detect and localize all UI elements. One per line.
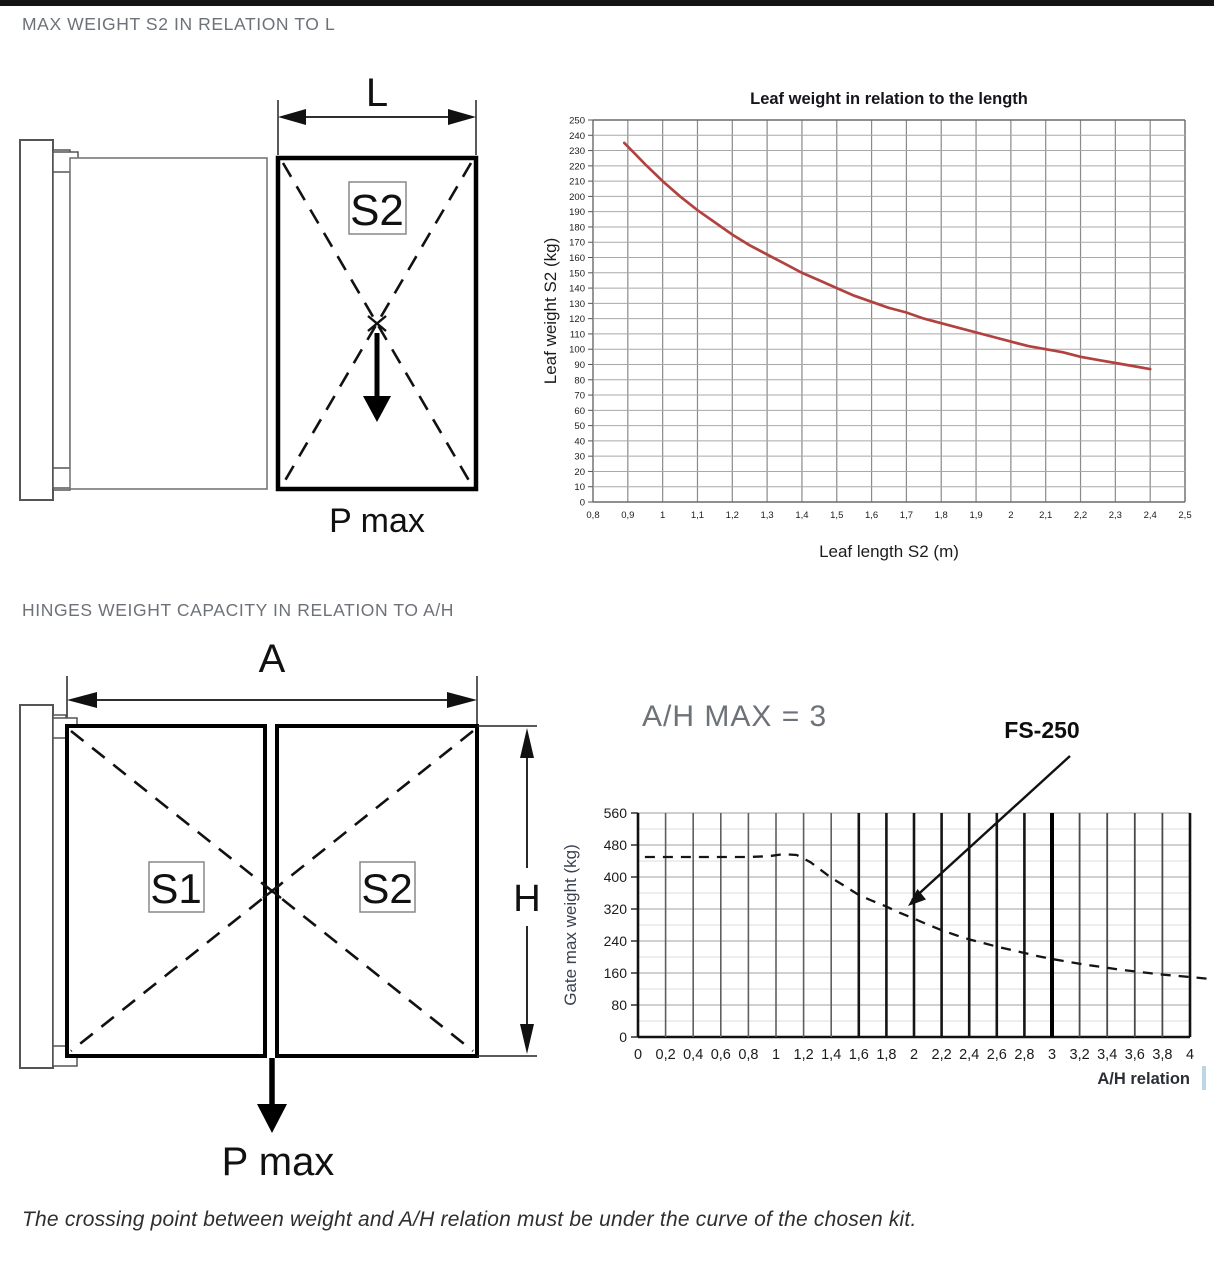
x-tick-label: 3,8 bbox=[1152, 1047, 1173, 1063]
y-tick-label: 100 bbox=[569, 344, 585, 356]
y-tick-label: 80 bbox=[574, 375, 585, 387]
section1-title: MAX WEIGHT S2 IN RELATION TO L bbox=[22, 14, 336, 34]
y-tick-label: 60 bbox=[574, 405, 585, 417]
section2-title: HINGES WEIGHT CAPACITY IN RELATION TO A/H bbox=[22, 600, 455, 620]
y-tick-label: 20 bbox=[574, 466, 585, 478]
y-tick-label: 70 bbox=[574, 390, 585, 402]
y-tick-label: 120 bbox=[569, 314, 585, 326]
fs-250-capacity-curve bbox=[645, 854, 1211, 979]
leaf-s1-outline bbox=[70, 158, 267, 489]
x-tick-label: 2 bbox=[1008, 510, 1014, 521]
x-tick-label: 1,8 bbox=[876, 1047, 897, 1063]
x-tick-label: 2,2 bbox=[1073, 510, 1088, 521]
y-tick-label: 180 bbox=[569, 222, 585, 234]
x-tick-label: 1,9 bbox=[969, 510, 983, 521]
y-tick-label: 80 bbox=[611, 997, 627, 1013]
x-tick-label: 1,4 bbox=[821, 1047, 842, 1063]
x-tick-label: 1,1 bbox=[690, 510, 705, 521]
x-tick-label: 3,6 bbox=[1124, 1047, 1145, 1063]
y-tick-label: 200 bbox=[569, 191, 585, 203]
dim-h-arrowhead-top bbox=[520, 728, 534, 758]
y-tick-label: 160 bbox=[569, 253, 585, 265]
y-tick-label: 150 bbox=[569, 268, 585, 280]
dim-a-arrowhead-right bbox=[447, 692, 477, 708]
y-tick-label: 50 bbox=[574, 421, 585, 433]
y-tick-label: 170 bbox=[569, 237, 585, 249]
x-tick-label: 1,2 bbox=[725, 510, 739, 521]
kit-pointer-arrowhead bbox=[908, 889, 926, 906]
footnote: The crossing point between weight and A/H relation must be under the curve of the chosen kit. bbox=[22, 1208, 917, 1231]
y-tick-label: 160 bbox=[603, 965, 627, 981]
diagram-single-leaf bbox=[10, 70, 540, 550]
x-tick-label: 0,8 bbox=[738, 1047, 759, 1063]
x-tick-label: 2,4 bbox=[1143, 510, 1157, 521]
page-edge-mark bbox=[1202, 1066, 1206, 1090]
y-tick-label: 480 bbox=[603, 837, 627, 853]
y-tick-label: 240 bbox=[569, 130, 585, 142]
x-tick-label: 0,8 bbox=[586, 510, 600, 521]
y-tick-label: 560 bbox=[603, 805, 627, 821]
kit-pointer-line bbox=[912, 756, 1070, 900]
leaf-s1-label: S1 bbox=[150, 865, 202, 912]
x-tick-label: 4 bbox=[1185, 1047, 1195, 1063]
post-profile-strip bbox=[53, 715, 66, 1060]
x-tick-label: 3,4 bbox=[1097, 1047, 1118, 1063]
gate-post bbox=[20, 705, 53, 1068]
hinges-capacity-chart bbox=[560, 678, 1214, 1120]
x-tick-label: 0,4 bbox=[683, 1047, 704, 1063]
x-tick-label: 2 bbox=[909, 1047, 919, 1063]
y-tick-label: 90 bbox=[574, 359, 585, 371]
diagram-double-leaf bbox=[10, 630, 590, 1200]
x-tick-label: 1,3 bbox=[760, 510, 774, 521]
x-tick-label: 1,2 bbox=[793, 1047, 814, 1063]
leaf-weight-chart bbox=[540, 70, 1214, 570]
x-tick-label: 1 bbox=[659, 510, 666, 521]
x-tick-label: 3,2 bbox=[1069, 1047, 1090, 1063]
x-tick-label: 2,1 bbox=[1039, 510, 1053, 521]
fs250-curve bbox=[645, 854, 1211, 979]
x-tick-label: 1,8 bbox=[934, 510, 948, 521]
dim-l-label: L bbox=[365, 71, 389, 115]
dim-h-arrowhead-bottom bbox=[520, 1024, 534, 1054]
leaf-s2-label: S2 bbox=[361, 865, 413, 912]
y-tick-label: 110 bbox=[569, 329, 585, 341]
dim-l-arrowhead-left bbox=[278, 109, 306, 125]
x-tick-label: 1,6 bbox=[864, 510, 879, 521]
y-tick-label: 130 bbox=[569, 298, 585, 310]
chart2-ylabel: Gate max weight (kg) bbox=[561, 844, 580, 1006]
y-tick-label: 320 bbox=[603, 901, 627, 917]
leaf-s2-label: S2 bbox=[350, 186, 404, 235]
x-tick-label: 2,6 bbox=[986, 1047, 1007, 1063]
post-profile-strip bbox=[53, 150, 70, 490]
gate-post bbox=[20, 140, 53, 500]
y-tick-label: 30 bbox=[574, 451, 585, 463]
chart1-title: Leaf weight in relation to the length bbox=[750, 90, 1028, 108]
pmax-label: P max bbox=[221, 1140, 335, 1184]
y-tick-label: 400 bbox=[603, 869, 627, 885]
weight-arrow-head bbox=[257, 1104, 287, 1133]
x-tick-label: 0,6 bbox=[710, 1047, 731, 1063]
x-tick-label: 2,4 bbox=[959, 1047, 980, 1063]
x-tick-label: 0,9 bbox=[621, 510, 635, 521]
y-tick-label: 230 bbox=[569, 146, 585, 158]
chart-grid bbox=[631, 813, 1190, 1037]
y-tick-label: 0 bbox=[619, 1029, 627, 1045]
y-tick-label: 10 bbox=[574, 482, 585, 494]
chart-tick-labels bbox=[604, 805, 1194, 1063]
x-tick-label: 2,2 bbox=[931, 1047, 952, 1063]
y-tick-label: 250 bbox=[569, 115, 585, 127]
x-tick-label: 0,2 bbox=[655, 1047, 676, 1063]
x-tick-label: 1 bbox=[771, 1047, 781, 1063]
x-tick-label: 3 bbox=[1047, 1047, 1057, 1063]
x-tick-label: 1,6 bbox=[848, 1047, 869, 1063]
x-tick-label: 2,3 bbox=[1108, 510, 1122, 521]
dim-h-label: H bbox=[513, 878, 541, 920]
y-tick-label: 220 bbox=[569, 161, 585, 173]
max-leaf-weight-curve bbox=[624, 143, 1150, 369]
x-tick-label: 1,5 bbox=[830, 510, 844, 521]
y-tick-label: 140 bbox=[569, 283, 585, 295]
dim-a-label: A bbox=[258, 637, 286, 681]
kit-label: FS-250 bbox=[1004, 717, 1080, 743]
x-tick-label: 1,7 bbox=[899, 510, 914, 521]
chart-grid bbox=[588, 120, 1185, 502]
y-tick-label: 210 bbox=[569, 176, 585, 188]
section-divider bbox=[0, 0, 1214, 6]
y-tick-label: 40 bbox=[574, 436, 585, 448]
y-tick-label: 190 bbox=[569, 207, 585, 219]
ah-max-annotation: A/H MAX = 3 bbox=[642, 700, 828, 733]
dim-l-arrowhead-right bbox=[448, 109, 476, 125]
chart1-xlabel: Leaf length S2 (m) bbox=[819, 542, 959, 561]
chart1-ylabel: Leaf weight S2 (kg) bbox=[541, 237, 560, 385]
y-tick-label: 240 bbox=[603, 933, 627, 949]
chart2-xlabel: A/H relation bbox=[1097, 1070, 1190, 1088]
x-tick-label: 2,8 bbox=[1014, 1047, 1035, 1063]
x-tick-label: 0 bbox=[633, 1047, 643, 1063]
dim-a-arrowhead-left bbox=[67, 692, 97, 708]
x-tick-label: 2,5 bbox=[1178, 510, 1192, 521]
leaf-weight-curve bbox=[624, 143, 1150, 369]
y-tick-label: 0 bbox=[579, 497, 585, 509]
x-tick-label: 1,4 bbox=[795, 510, 809, 521]
pmax-label: P max bbox=[329, 502, 425, 540]
